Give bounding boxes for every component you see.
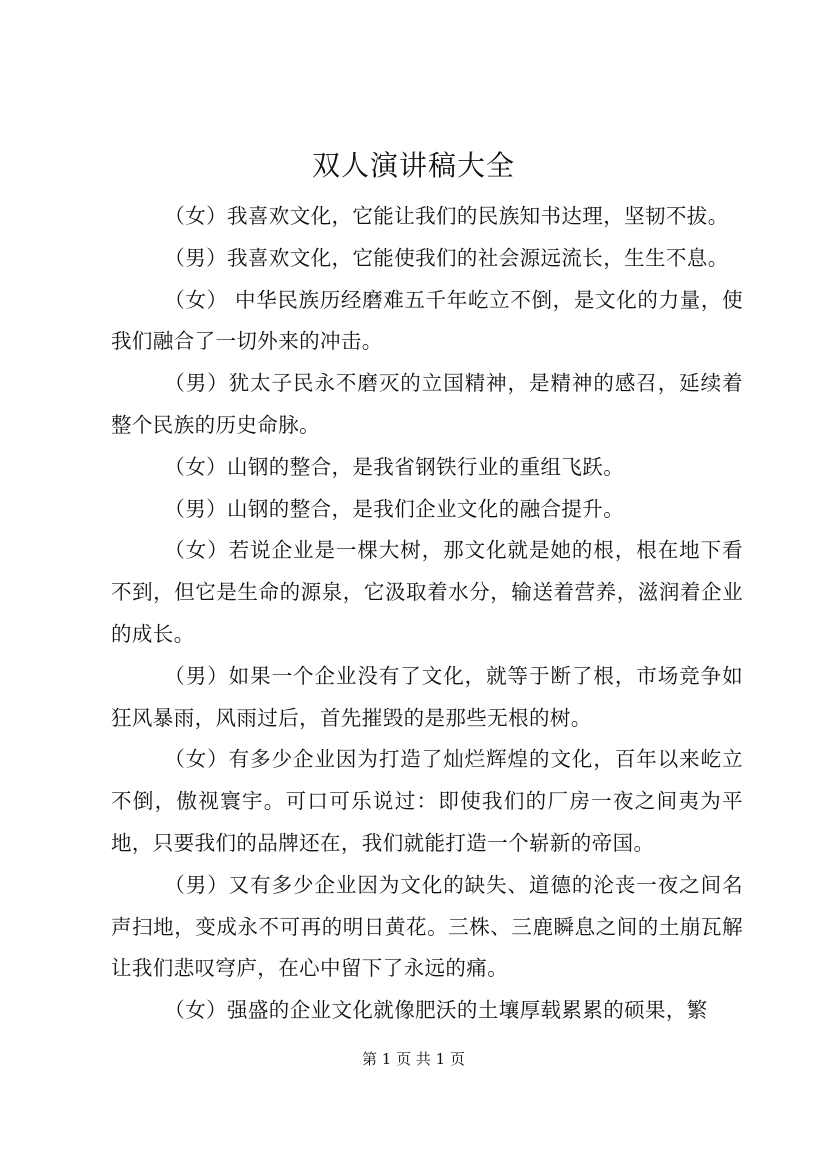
paragraph: （男）山钢的整合，是我们企业文化的融合提升。 <box>164 496 625 521</box>
paragraph: （男）如果一个企业没有了文化，就等于断了根，市场竞争如狂风暴雨，风雨过后，首先摧毁的是那些无根的树。 <box>111 663 743 730</box>
page-footer: 第 1 页 共 1 页 <box>362 1050 465 1068</box>
paragraph: （女）强盛的企业文化就像肥沃的土壤厚载累累的硕果，繁 <box>164 998 708 1023</box>
document-title: 双人演讲稿大全 <box>311 149 515 182</box>
paragraph: （女）有多少企业因为打造了灿烂辉煌的文化，百年以来屹立不倒，傲视寰宇。可口可乐说过：即使我们的厂房一夜之间夷为平地，只要我们的品牌还在，我们就能打造一个崭新的帝国。 <box>111 747 743 855</box>
paragraph: （男）我喜欢文化，它能使我们的社会源远流长，生生不息。 <box>164 245 729 270</box>
paragraph: （男）又有多少企业因为文化的缺失、道德的沦丧一夜之间名声扫地，变成永不可再的明日黄花。三株、三鹿瞬息之间的土崩瓦解让我们悲叹穹庐，在心中留下了永远的痛。 <box>111 872 743 981</box>
paragraph: （女）山钢的整合，是我省钢铁行业的重组飞跃。 <box>164 454 625 479</box>
paragraph: （女） 中华民族历经磨难五千年屹立不倒，是文化的力量，使我们融合了一切外来的冲击。 <box>111 287 743 354</box>
paragraph: （女）若说企业是一棵大树，那文化就是她的根，根在地下看不到，但它是生命的源泉，它汲取着水分，输送着营养，滋润着企业的成长。 <box>111 538 743 646</box>
paragraph: （女）我喜欢文化，它能让我们的民族知书达理，坚韧不拔。 <box>164 204 729 228</box>
paragraph: （男）犹太子民永不磨灭的立国精神，是精神的感召，延续着整个民族的历史命脉。 <box>111 371 743 437</box>
document-body <box>111 196 743 1032</box>
